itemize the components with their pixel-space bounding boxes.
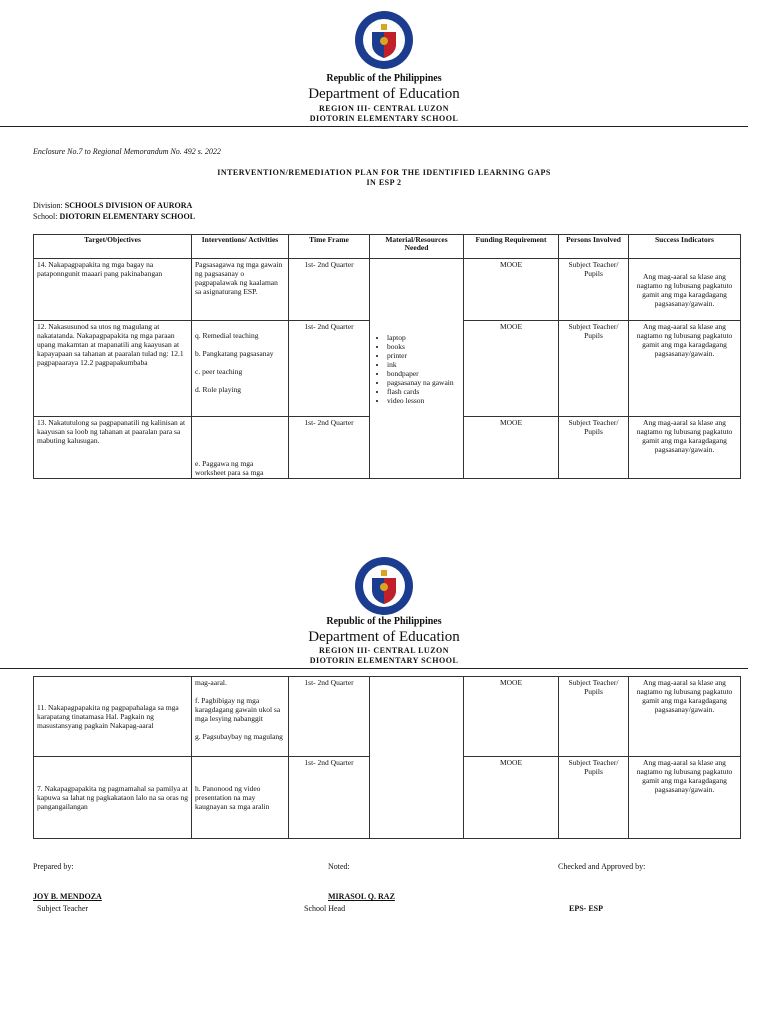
material-item: • laptop <box>387 333 460 342</box>
interventions-cell: h. Panonood ng video presentation na may kaugnayan sa mga aralin <box>192 757 289 839</box>
col-header: Target/Objectives <box>34 235 192 259</box>
target-cell: 12. Nakasusunod sa utos ng magulang at nakatatanda. Nakapagpapakita ng mga paraan upang makamtan at mapanatili ang kaayusan at kapayapaan sa tahanan at paaralan tulad ng: 12.1 pagpapaaraya 12.2 pagpapakumbaba <box>34 321 192 417</box>
school-label: DIOTORIN ELEMENTARY SCHOOL <box>309 114 459 123</box>
col-header: Funding Requirement <box>464 235 559 259</box>
funding-cell: MOOE <box>464 321 559 417</box>
header-divider <box>0 126 748 127</box>
funding-cell: MOOE <box>464 757 559 839</box>
persons-cell: Subject Teacher/ Pupils <box>559 259 629 321</box>
time-cell: 1st- 2nd Quarter <box>289 677 370 757</box>
persons-cell: Subject Teacher/ Pupils <box>559 417 629 479</box>
school-field-label: School: <box>33 212 58 221</box>
plan-title-line2: IN ESP 2 <box>366 178 402 187</box>
noted-label: Noted: <box>328 862 350 871</box>
deped-seal-logo <box>354 10 414 70</box>
intervention-item: f. Pagbibigay ng mga karagdagang gawain ukol sa mga lesying nabanggit <box>195 696 281 723</box>
material-item: • flash cards <box>387 387 460 396</box>
col-header: Interventions/ Activities <box>192 235 289 259</box>
school-field-value: DIOTORIN ELEMENTARY SCHOOL <box>59 212 196 221</box>
success-cell: Ang mag-aaral sa klase ang nagtamo ng lubusang pagkatuto gamit ang mga karagdagang pagsasanay/gawain. <box>629 321 741 417</box>
interventions-cell: e. Paggawa ng mga worksheet para sa mga <box>192 417 289 479</box>
approved-by-role: EPS- ESP <box>569 904 604 913</box>
success-cell: Ang mag-aaral sa klase ang nagtamo ng lubusang pagkatuto gamit ang mga karagdagang pagsasanay/gawain. <box>629 677 741 757</box>
material-item: • video lesson <box>387 396 460 405</box>
department-label: Department of Education <box>308 86 460 102</box>
col-header: Success Indicators <box>629 235 741 259</box>
approved-by-label: Checked and Approved by: <box>558 862 646 871</box>
prepared-by-label: Prepared by: <box>33 862 74 871</box>
deped-seal-logo <box>354 556 414 616</box>
division-value: SCHOOLS DIVISION OF AURORA <box>64 201 193 210</box>
republic-label: Republic of the Philippines <box>326 616 442 627</box>
success-cell: Ang mag-aaral sa klase ang nagtamo ng lubusang pagkatuto gamit ang mga karagdagang pagsasanay/gawain. <box>629 417 741 479</box>
materials-cell <box>370 677 464 839</box>
enclosure-note: Enclosure No.7 to Regional Memorandum No. 492 s. 2022 <box>33 147 221 156</box>
intervention-item: b. Pangkatang pagsasanay <box>195 349 274 358</box>
plan-title-line1: INTERVENTION/REMEDIATION PLAN FOR THE IDENTIFIED LEARNING GAPS <box>217 168 551 177</box>
interventions-cell: Pagsasagawa ng mga gawain ng pagsasanay o pagpapalawak ng kaalaman sa asignaturang ESP. <box>192 259 289 321</box>
material-item: • bondpaper <box>387 369 460 378</box>
intervention-item: c. peer teaching <box>195 367 243 376</box>
division-label: Division: <box>33 201 63 210</box>
success-cell: Ang mag-aaral sa klase ang nagtamo ng lubusang pagkatuto gamit ang mga karagdagang pagsasanay/gawain. <box>629 757 741 839</box>
school-line <box>33 212 195 221</box>
intervention-item: d. Role playing <box>195 385 242 394</box>
time-cell: 1st- 2nd Quarter <box>289 417 370 479</box>
plan-table-page2 <box>33 676 741 839</box>
target-cell: 11. Nakapagpapakita ng pagpapahalaga sa mga karapatang tinatamasa Hal. Pagkain ng masustansyang pagkain Nakapag-aaral <box>34 677 192 757</box>
intervention-item: g. Pagsubaybay ng magulang <box>195 732 283 741</box>
target-cell: 13. Nakatutulong sa pagpapanatili ng kalinisan at kaayusan sa loob ng tahanan at paaralan para sa mabuting kalusugan. <box>34 417 192 479</box>
time-cell: 1st- 2nd Quarter <box>289 259 370 321</box>
division-line <box>33 201 192 210</box>
material-item: • books <box>387 342 460 351</box>
funding-cell: MOOE <box>464 677 559 757</box>
persons-cell: Subject Teacher/ Pupils <box>559 321 629 417</box>
intervention-item: mag-aaral. <box>195 678 227 687</box>
time-cell: 1st- 2nd Quarter <box>289 321 370 417</box>
header-divider <box>0 668 748 669</box>
department-label: Department of Education <box>308 629 460 645</box>
table-header-row <box>34 235 741 259</box>
persons-cell: Subject Teacher/ Pupils <box>559 757 629 839</box>
interventions-cell <box>192 677 289 757</box>
persons-cell: Subject Teacher/ Pupils <box>559 677 629 757</box>
target-cell: 14. Nakapagpapakita ng mga bagay na pataponngunit maaari pang pakinabangan <box>34 259 192 321</box>
region-label: REGION III- CENTRAL LUZON <box>318 104 450 113</box>
interventions-cell <box>192 321 289 417</box>
region-label: REGION III- CENTRAL LUZON <box>318 646 450 655</box>
col-header: Persons Involved <box>559 235 629 259</box>
materials-cell <box>370 259 464 479</box>
target-cell: 7. Nakapagpapakita ng pagmamahal sa pamilya at kapuwa sa lahat ng pagkakataon lalo na sa oras ng pangangailangan <box>34 757 192 839</box>
funding-cell: MOOE <box>464 417 559 479</box>
noted-by-role: School Head <box>304 904 346 913</box>
time-cell: 1st- 2nd Quarter <box>289 757 370 839</box>
table-row <box>34 259 741 321</box>
col-header: Time Frame <box>289 235 370 259</box>
funding-cell: MOOE <box>464 259 559 321</box>
material-item: • ink <box>387 360 460 369</box>
material-item: • printer <box>387 351 460 360</box>
prepared-by-role: Subject Teacher <box>37 904 89 913</box>
prepared-by-name: JOY B. MENDOZA <box>33 892 102 901</box>
col-header: Material/Resources Needed <box>370 235 464 259</box>
school-label: DIOTORIN ELEMENTARY SCHOOL <box>309 656 459 665</box>
table-row <box>34 677 741 757</box>
plan-table-page1 <box>33 234 741 479</box>
noted-by-name: MIRASOL Q. RAZ <box>328 892 395 901</box>
success-cell: Ang mag-aaral sa klase ang nagtamo ng lubusang pagkatuto gamit ang mga karagdagang pagsasanay/gawain. <box>629 259 741 321</box>
material-item: • pagsasanay na gawain <box>387 378 460 387</box>
republic-label: Republic of the Philippines <box>326 73 442 84</box>
intervention-item: q. Remedial teaching <box>195 331 259 340</box>
